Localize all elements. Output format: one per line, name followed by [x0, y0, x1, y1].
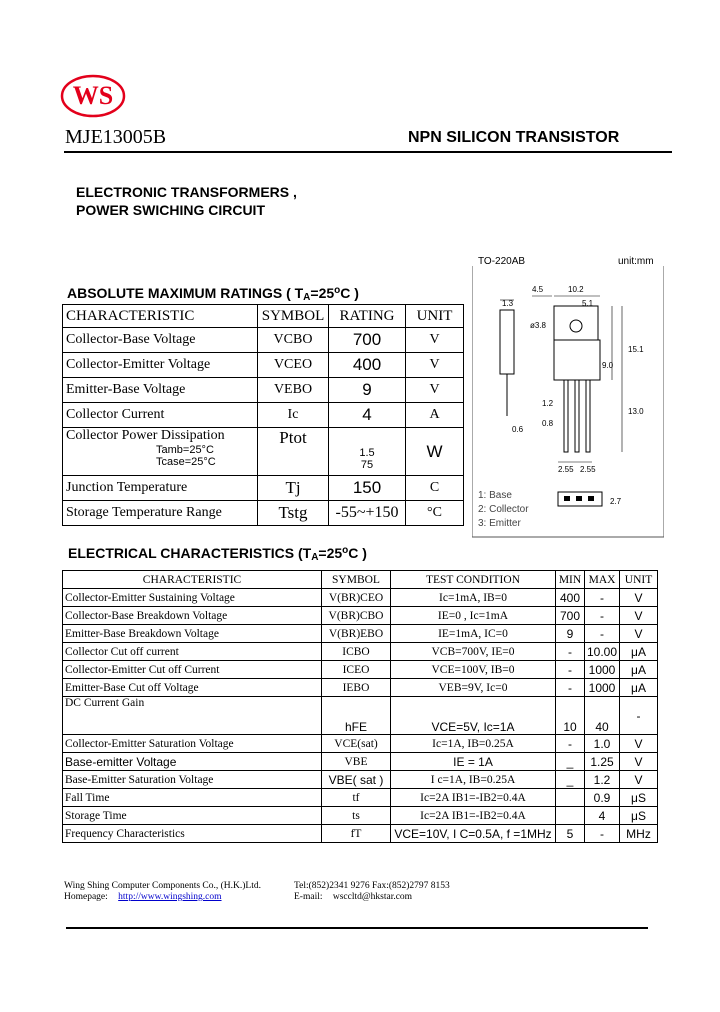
table-cell: VCEO	[258, 353, 329, 378]
elec-row	[63, 625, 658, 643]
table-cell	[556, 807, 585, 825]
table-cell: IE = 1A	[391, 753, 556, 771]
table-cell: Ic=1mA, IB=0	[391, 589, 556, 607]
table-cell: 1.2	[585, 771, 620, 789]
table-cell: Frequency Characteristics	[63, 825, 322, 843]
table-cell: V	[620, 589, 658, 607]
table-cell: 1.25	[585, 753, 620, 771]
table-cell: fT	[322, 825, 391, 843]
table-cell: 150	[329, 476, 406, 501]
table-cell: Emitter-Base Voltage	[63, 378, 258, 403]
application-line-2: POWER SWICHING CIRCUIT	[76, 202, 265, 218]
table-cell: VCE=100V, IB=0	[391, 661, 556, 679]
table-cell: Collector Power Dissipation Tamb=25°C Tcase=25°C	[63, 428, 258, 476]
table-cell: CHARACTERISTIC	[63, 571, 322, 589]
dim-15-1: 15.1	[628, 345, 644, 354]
table-cell: Base-Emitter Saturation Voltage	[63, 771, 322, 789]
header-characteristic: CHARACTERISTIC	[63, 305, 258, 328]
dim-4-5: 4.5	[532, 285, 544, 294]
package-units: unit:mm	[618, 256, 654, 267]
table-cell: Emitter-Base Cut off Voltage	[63, 679, 322, 697]
header-rating: RATING	[329, 305, 406, 328]
table-cell: Base-emitter Voltage	[63, 753, 322, 771]
dim-2-55-b: 2.55	[580, 465, 596, 474]
table-cell: 400	[329, 353, 406, 378]
table-cell: A	[406, 403, 464, 428]
table-cell: 10.00	[585, 643, 620, 661]
footer-company: Wing Shing Computer Components Co., (H.K.)Ltd.	[64, 881, 261, 891]
table-cell: V(BR)CEO	[322, 589, 391, 607]
table-cell: 40	[585, 697, 620, 735]
table-cell: V	[620, 607, 658, 625]
dim-0-8: 0.8	[542, 419, 554, 428]
abs-max-header-row	[63, 305, 464, 328]
table-cell: -	[585, 607, 620, 625]
elec-title: ELECTRICAL CHARACTERISTICS ($T_A=25^oC$ )	[68, 545, 367, 563]
table-cell: VCB=700V, IE=0	[391, 643, 556, 661]
table-cell: Storage Time	[63, 807, 322, 825]
table-cell: C	[406, 476, 464, 501]
elec-row	[63, 679, 658, 697]
table-cell: 10	[556, 697, 585, 735]
table-cell: ICEO	[322, 661, 391, 679]
table-cell: VCE=10V, I C=0.5A, f =1MHz	[391, 825, 556, 843]
abs-max-row	[63, 428, 464, 476]
homepage-link[interactable]: http://www.wingshing.com	[118, 892, 222, 902]
table-cell: μS	[620, 789, 658, 807]
homepage-label: Homepage:	[64, 892, 108, 902]
elec-row	[63, 589, 658, 607]
table-cell: Collector-Base Breakdown Voltage	[63, 607, 322, 625]
elec-row	[63, 607, 658, 625]
application-line-1: ELECTRONIC TRANSFORMERS ,	[76, 184, 297, 200]
table-cell: V(BR)EBO	[322, 625, 391, 643]
table-cell: -	[556, 735, 585, 753]
table-cell: Ptot	[258, 428, 329, 476]
table-cell: 1000	[585, 679, 620, 697]
footer-tel-fax: Tel:(852)2341 9276 Fax:(852)2797 8153	[294, 881, 450, 891]
table-cell: ts	[322, 807, 391, 825]
table-cell: MAX	[585, 571, 620, 589]
table-cell: Tj	[258, 476, 329, 501]
table-cell: W	[406, 428, 464, 476]
table-cell: Collector Current	[63, 403, 258, 428]
elec-table	[62, 570, 658, 843]
table-cell: -55~+150	[329, 501, 406, 526]
elec-row	[63, 789, 658, 807]
table-cell: IE=1mA, IC=0	[391, 625, 556, 643]
abs-max-row	[63, 476, 464, 501]
logo-text: WS	[72, 81, 114, 110]
table-cell: -	[556, 643, 585, 661]
table-cell: V	[406, 378, 464, 403]
table-cell: tf	[322, 789, 391, 807]
table-cell: Tstg	[258, 501, 329, 526]
part-number: MJE13005B	[65, 126, 167, 148]
abs-max-title: ABSOLUTE MAXIMUM RATINGS ( $T_A=25^oC$ )	[67, 285, 359, 303]
table-cell: IEBO	[322, 679, 391, 697]
abs-max-row	[63, 353, 464, 378]
table-cell: Collector Cut off current	[63, 643, 322, 661]
table-cell: °C	[406, 501, 464, 526]
table-cell: V	[620, 735, 658, 753]
table-cell: VBE( sat )	[322, 771, 391, 789]
abs-max-table	[62, 304, 464, 526]
abs-max-row	[63, 501, 464, 526]
table-cell: Collector-Base Voltage	[63, 328, 258, 353]
footer-rule	[66, 927, 648, 929]
table-cell: -	[556, 679, 585, 697]
dim-0-6: 0.6	[512, 425, 524, 434]
pin-3-label: 3: Emitter	[478, 518, 521, 529]
table-cell: 5	[556, 825, 585, 843]
table-cell: μA	[620, 661, 658, 679]
table-cell: VCBO	[258, 328, 329, 353]
table-cell: Emitter-Base Breakdown Voltage	[63, 625, 322, 643]
table-cell: Junction Temperature	[63, 476, 258, 501]
abs-max-row	[63, 378, 464, 403]
table-cell: ICBO	[322, 643, 391, 661]
header-symbol: SYMBOL	[258, 305, 329, 328]
table-cell: _	[556, 771, 585, 789]
elec-row	[63, 661, 658, 679]
header-unit: UNIT	[406, 305, 464, 328]
table-cell: MHz	[620, 825, 658, 843]
table-cell: Fall Time	[63, 789, 322, 807]
dim-1-2: 1.2	[542, 399, 554, 408]
table-cell: TEST CONDITION	[391, 571, 556, 589]
package-drawing	[472, 266, 664, 538]
elec-row	[63, 753, 658, 771]
header-rule	[64, 151, 672, 153]
elec-header-row	[63, 571, 658, 589]
table-cell: -	[585, 589, 620, 607]
pin-1-label: 1: Base	[478, 490, 512, 501]
table-cell: 9	[556, 625, 585, 643]
dim-2-55-a: 2.55	[558, 465, 574, 474]
table-cell: VCE=5V, Ic=1A	[391, 697, 556, 735]
table-cell: V	[406, 328, 464, 353]
table-cell: -	[585, 825, 620, 843]
table-cell	[556, 789, 585, 807]
footer-email-row	[294, 892, 412, 902]
page-title: NPN SILICON TRANSISTOR	[408, 129, 620, 146]
table-cell: Collector-Emitter Cut off Current	[63, 661, 322, 679]
table-cell: -	[556, 661, 585, 679]
table-cell: _	[556, 753, 585, 771]
table-cell: Ic=2A IB1=-IB2=0.4A	[391, 807, 556, 825]
table-cell: V	[406, 353, 464, 378]
table-cell: VBE	[322, 753, 391, 771]
table-cell: 1.0	[585, 735, 620, 753]
table-cell: 0.9	[585, 789, 620, 807]
elec-row	[63, 807, 658, 825]
package-name: TO-220AB	[478, 256, 526, 267]
elec-row	[63, 771, 658, 789]
table-cell: VEB=9V, Ic=0	[391, 679, 556, 697]
company-logo	[60, 72, 130, 120]
dim-dia-3-8: ø3.8	[530, 321, 547, 330]
dim-5-1: 5.1	[582, 299, 594, 308]
table-cell: Ic=2A IB1=-IB2=0.4A	[391, 789, 556, 807]
table-cell: V	[620, 771, 658, 789]
table-cell: -	[620, 697, 658, 735]
table-cell: μA	[620, 679, 658, 697]
email-label: E-mail:	[294, 892, 323, 902]
table-cell: VCE(sat)	[322, 735, 391, 753]
table-cell: I c=1A, IB=0.25A	[391, 771, 556, 789]
dim-1-3: 1.3	[502, 299, 514, 308]
table-cell: V	[620, 625, 658, 643]
table-cell: 700	[556, 607, 585, 625]
footer-homepage-row	[64, 892, 222, 902]
dim-9-0: 9.0	[602, 361, 614, 370]
pin-2-label: 2: Collector	[478, 504, 529, 515]
elec-row	[63, 825, 658, 843]
table-cell: 9	[329, 378, 406, 403]
elec-row	[63, 643, 658, 661]
table-cell: 1000	[585, 661, 620, 679]
dim-13-0: 13.0	[628, 407, 644, 416]
table-cell: UNIT	[620, 571, 658, 589]
table-cell: V(BR)CBO	[322, 607, 391, 625]
table-cell: μA	[620, 643, 658, 661]
table-cell: Collector-Emitter Sustaining Voltage	[63, 589, 322, 607]
dim-10-2: 10.2	[568, 285, 584, 294]
table-cell: -	[585, 625, 620, 643]
table-cell: μS	[620, 807, 658, 825]
table-cell: 4	[329, 403, 406, 428]
table-cell: 4	[585, 807, 620, 825]
table-cell: hFE	[322, 697, 391, 735]
table-cell: Ic=1A, IB=0.25A	[391, 735, 556, 753]
table-cell: V	[620, 753, 658, 771]
table-cell: Collector-Emitter Saturation Voltage	[63, 735, 322, 753]
table-cell: Collector-Emitter Voltage	[63, 353, 258, 378]
table-cell: 700	[329, 328, 406, 353]
table-cell: IE=0 , Ic=1mA	[391, 607, 556, 625]
abs-max-row	[63, 328, 464, 353]
table-cell: DC Current Gain	[63, 697, 322, 735]
abs-max-row	[63, 403, 464, 428]
elec-row	[63, 697, 658, 735]
table-cell: MIN	[556, 571, 585, 589]
table-cell: 400	[556, 589, 585, 607]
table-cell: VEBO	[258, 378, 329, 403]
email-address[interactable]: wsccltd@hkstar.com	[332, 892, 413, 902]
elec-row	[63, 735, 658, 753]
table-cell: 1.5 75	[329, 428, 406, 476]
dim-2-7: 2.7	[610, 497, 622, 506]
table-cell: Storage Temperature Range	[63, 501, 258, 526]
table-cell: SYMBOL	[322, 571, 391, 589]
table-cell: Ic	[258, 403, 329, 428]
